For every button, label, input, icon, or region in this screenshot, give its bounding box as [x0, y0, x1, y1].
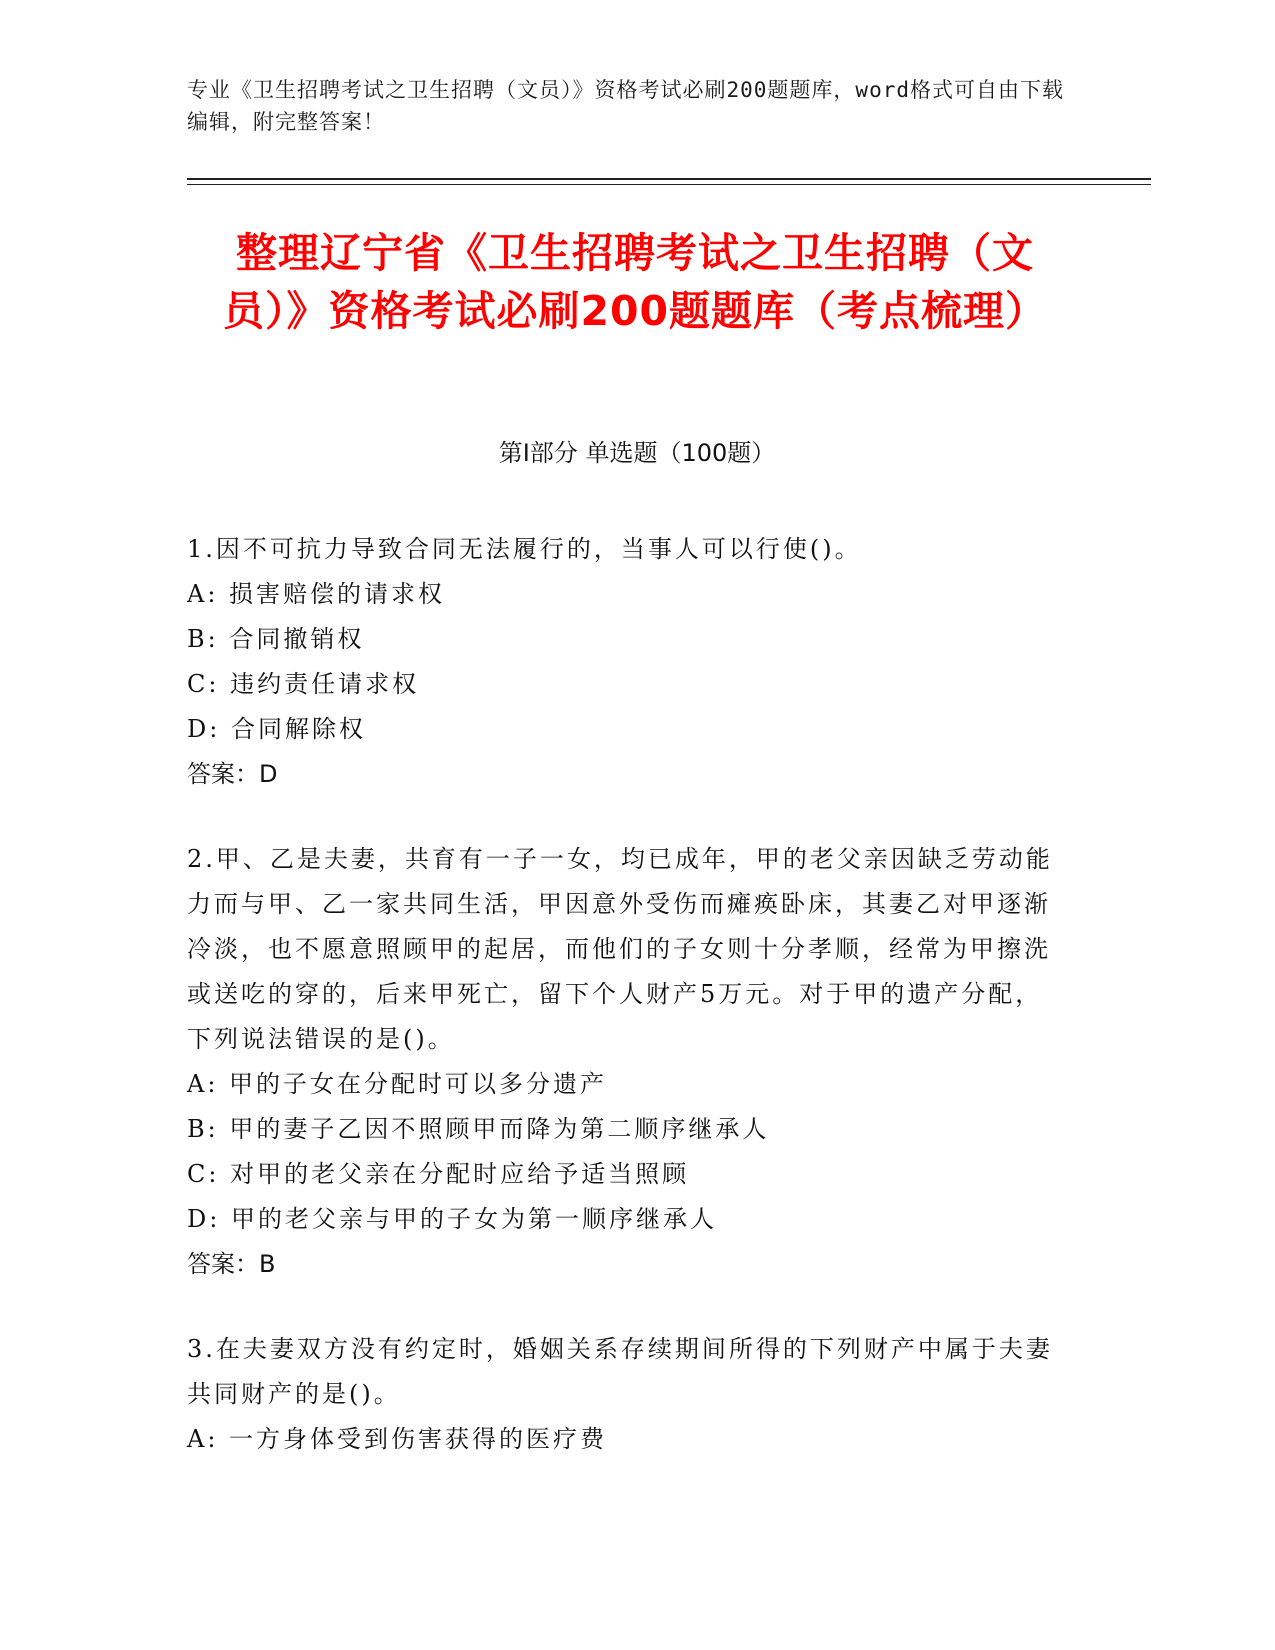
option-a: A: 一方身体受到伤害获得的医疗费: [187, 1425, 608, 1453]
answer: 答案：B: [187, 1250, 276, 1278]
section-heading: 第Ⅰ部分 单选题（100题）: [498, 439, 776, 467]
question-text: 3.在夫妻双方没有约定时，婚姻关系存续期间所得的下列财产中属于夫妻共同财产的是()。: [187, 1335, 1053, 1408]
document-title: 整理辽宁省《卫生招聘考试之卫生招聘（文员）》资格考试必刷200题题库（考点梳理）: [222, 229, 1048, 335]
option-b: B: 合同撤销权: [187, 625, 365, 653]
question-2: [187, 837, 1067, 1287]
header-divider-thin: [187, 184, 1151, 185]
question-1: [187, 527, 1067, 797]
option-c: C: 对甲的老父亲在分配时应给予适当照顾: [187, 1160, 690, 1188]
header-note: 专业《卫生招聘考试之卫生招聘（文员）》资格考试必刷200题题库，word格式可自由下载编辑，附完整答案！: [187, 78, 1064, 134]
option-a: A: 损害赔偿的请求权: [187, 580, 446, 608]
question-text: 2.甲、乙是夫妻，共育有一子一女，均已成年，甲的老父亲因缺乏劳动能力而与甲、乙一家共同生活，甲因意外受伤而瘫痪卧床，其妻乙对甲逐渐冷淡，也不愿意照顾甲的起居，而他们的子女则十分孝顺，经常为甲擦洗或送吃的穿的，后来甲死亡，留下个人财产5万元。对于甲的遗产分配，下列说法错误的是()。: [187, 845, 1053, 1053]
option-c: C: 违约责任请求权: [187, 670, 420, 698]
option-a: A: 甲的子女在分配时可以多分遗产: [187, 1070, 608, 1098]
option-b: B: 甲的妻子乙因不照顾甲而降为第二顺序继承人: [187, 1115, 770, 1143]
question-3: [187, 1327, 1067, 1462]
option-d: D: 合同解除权: [187, 715, 366, 743]
header-divider-thick: [187, 178, 1151, 180]
answer: 答案：D: [187, 760, 278, 788]
question-list: [187, 527, 1067, 1502]
option-d: D: 甲的老父亲与甲的子女为第一顺序继承人: [187, 1205, 717, 1233]
question-text: 1.因不可抗力导致合同无法履行的，当事人可以行使()。: [187, 535, 862, 563]
